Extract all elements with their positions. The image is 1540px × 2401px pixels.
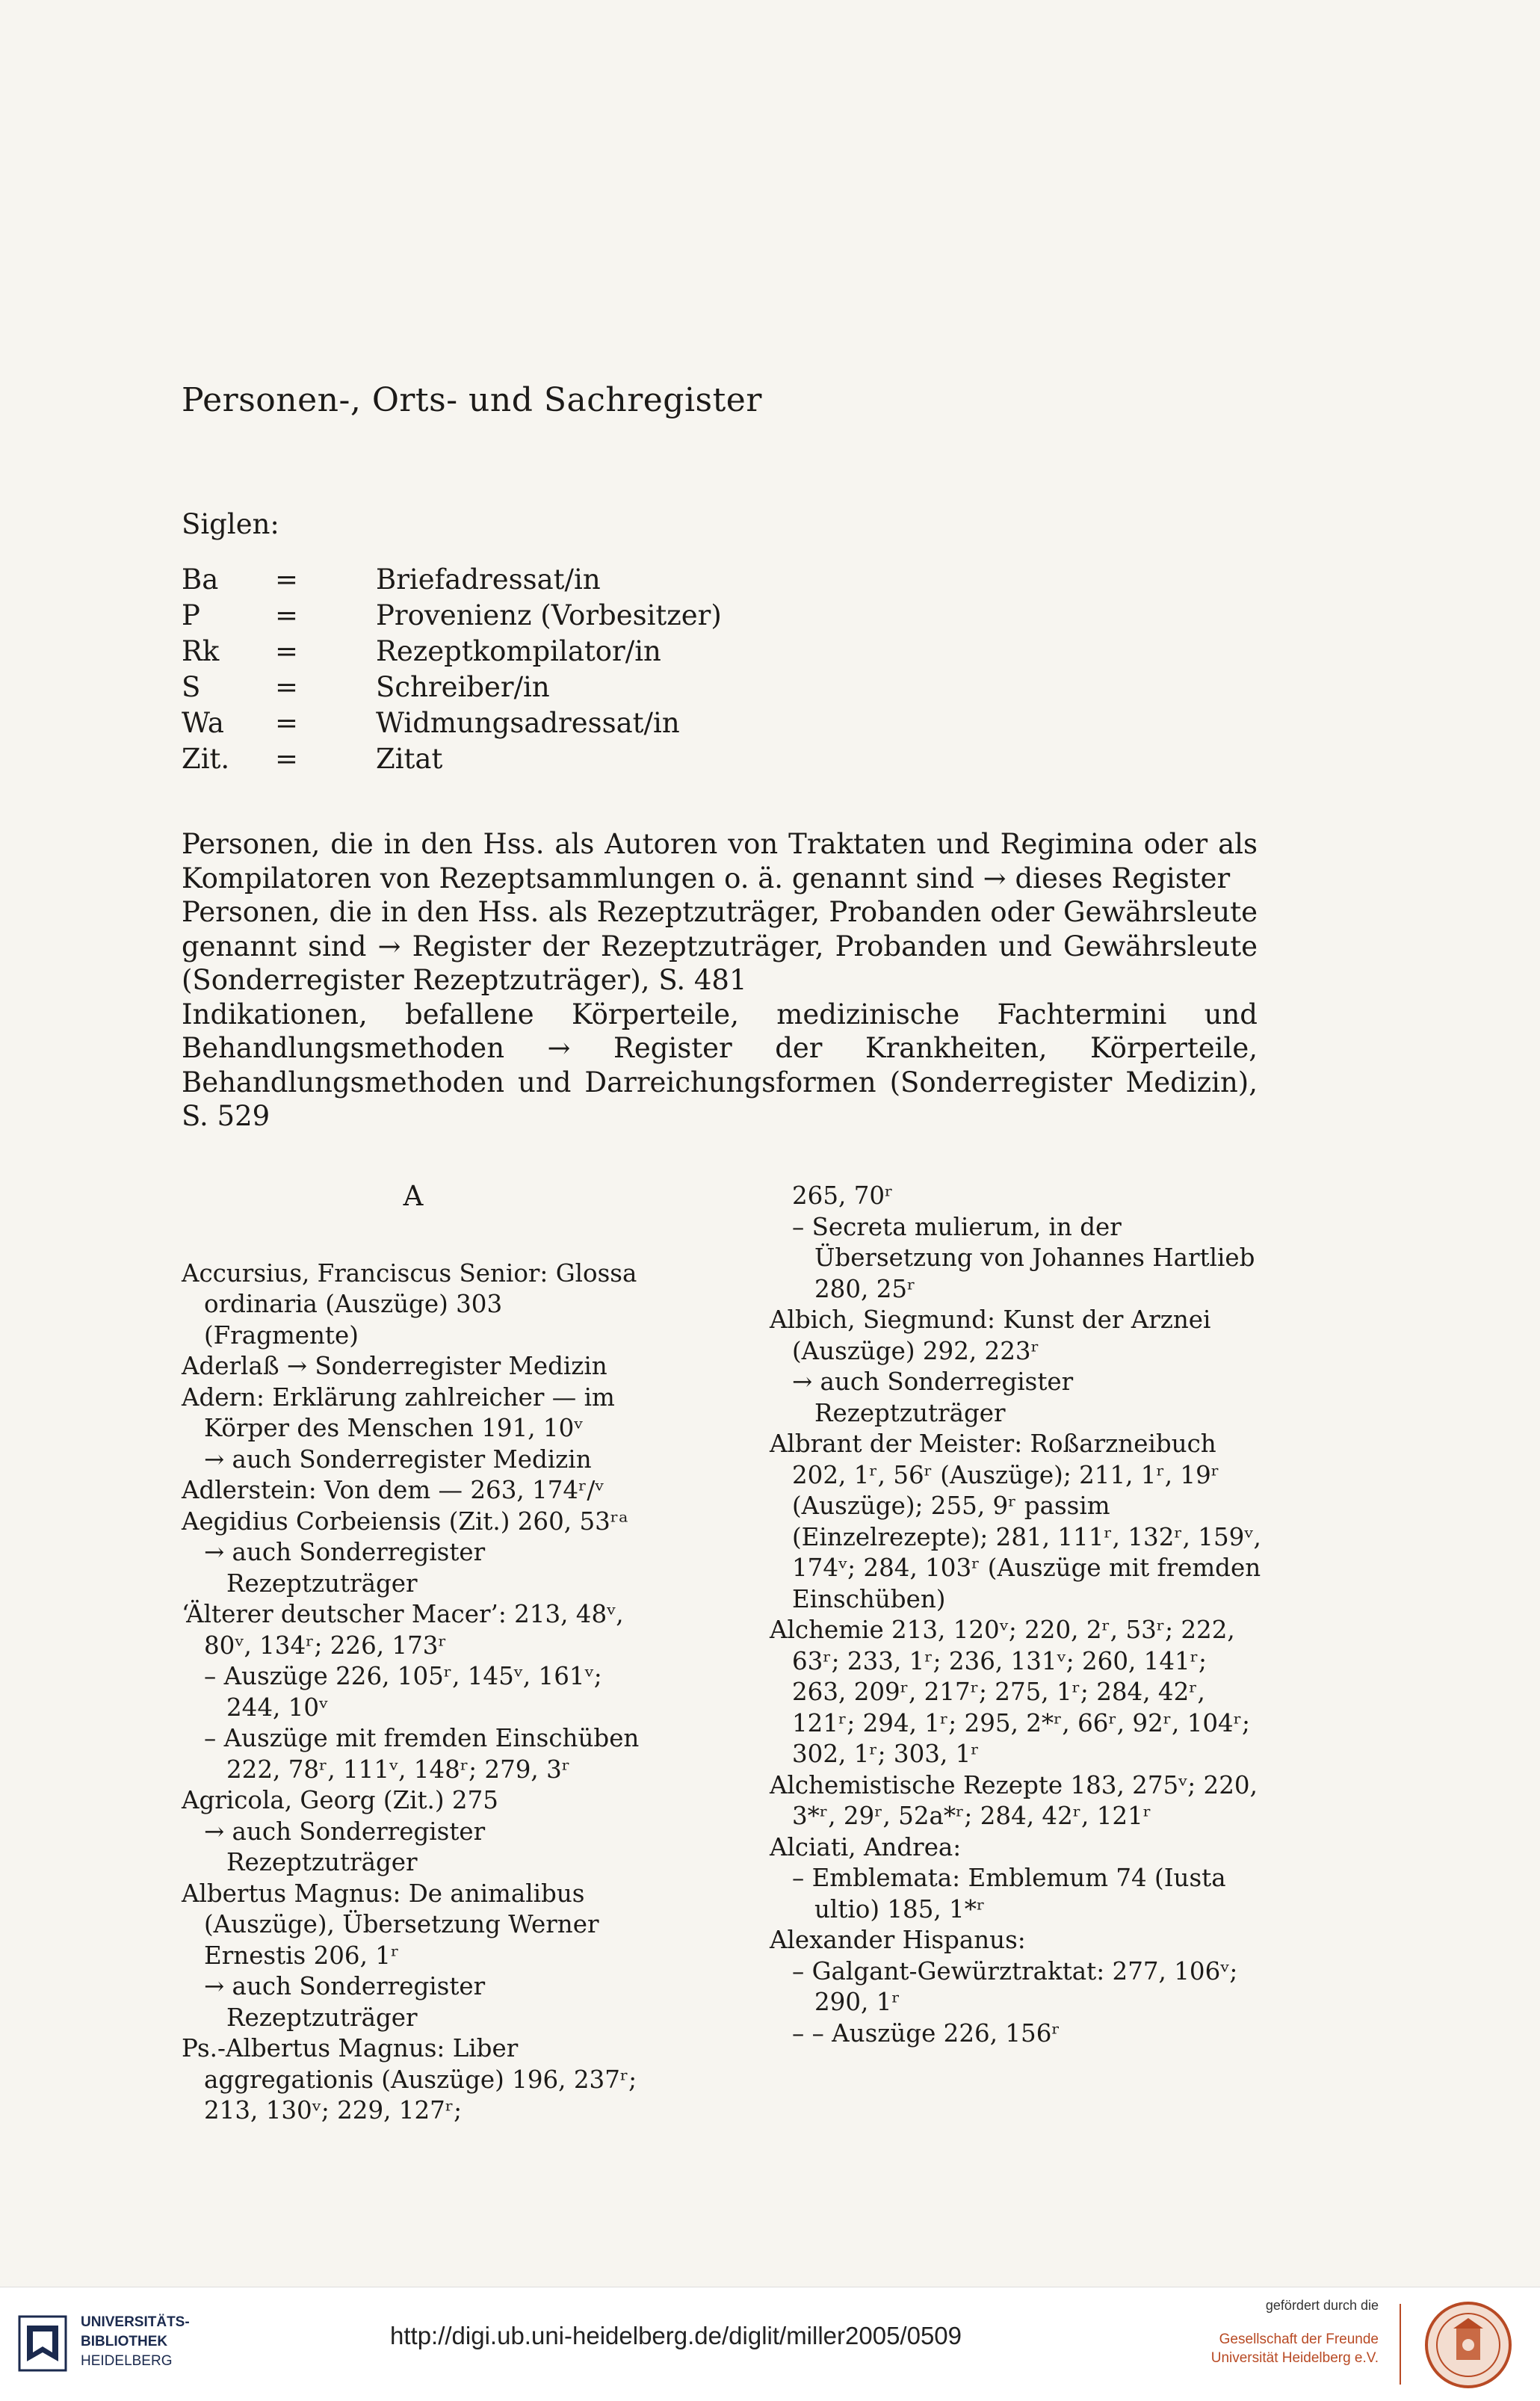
index-entry: Agricola, Georg (Zit.) 275 [182, 1786, 498, 1814]
index-entry: Albrant der Meister: Roßarzneibuch 202, 1ʳ, 56ʳ (Auszüge); 211, 1ʳ, 19ʳ (Auszüge); 255, 9ʳ passim (Einzelrezepte); 281, 111ʳ, 132ʳ, 159ᵛ, 174ᵛ; 284, 103ʳ (Auszüge mit fremden Einschüben) [770, 1430, 1261, 1613]
library-logo-icon [16, 2312, 69, 2375]
index-entry: Aegidius Corbeiensis (Zit.) 260, 53ʳᵃ [182, 1507, 628, 1536]
siglen-code: S [182, 671, 201, 703]
section-letter: A [403, 1180, 424, 1212]
page-heading: Personen-, Orts- und Sachregister [182, 381, 762, 419]
index-entry: Adlerstein: Von dem — 263, 174ʳ/ᵛ [182, 1476, 604, 1504]
siglen-meaning: Widmungsadressat/in [376, 707, 680, 739]
intro-paragraph: Indikationen, befallene Körperteile, medizinische Fachtermini und Behandlungsmethoden → Register der Krankheiten, Körperteile, Behandlungsmethoden und Darreichungsformen (Sonderregister Medizin), S. 529 [182, 998, 1258, 1132]
society-name-line: Universität Heidelberg e.V. [1210, 2350, 1379, 2366]
index-subentry: – Auszüge mit fremden Einschüben 222, 78ʳ, 111ᵛ, 148ʳ; 279, 3ʳ [204, 1724, 640, 1784]
siglen-table [182, 562, 722, 777]
index-subentry: → auch Sonderregister Medizin [204, 1444, 592, 1474]
index-column-left [182, 1181, 645, 2127]
index-subentry: → auch Sonderregister Rezeptzuträger [204, 1972, 486, 2032]
intro-paragraph: Personen, die in den Hss. als Rezeptzuträger, Probanden oder Gewährsleute genannt sind → Register der Rezeptzuträger, Probanden und Gewährsleute (Sonderregister Rezeptzuträger), S. 481 [182, 896, 1258, 996]
index-entry: ‘Älterer deutscher Macer’: 213, 48ᵛ, 80ᵛ, 134ʳ; 226, 173ʳ [182, 1600, 624, 1660]
siglen-row [182, 670, 722, 705]
siglen-code: Ba [182, 563, 219, 596]
index-entry: Alexander Hispanus: [770, 1926, 1026, 1954]
index-entry: Aderlaß → Sonderregister Medizin [182, 1352, 607, 1380]
funded-by-label: gefördert durch die [1265, 2298, 1379, 2313]
siglen-code: P [182, 599, 200, 631]
index-subentry: – Emblemata: Emblemum 74 (Iusta ultio) 185, 1*ʳ [792, 1864, 1226, 1923]
siglen-label: Siglen: [182, 508, 279, 540]
index-entry: Alchemie 213, 120ᵛ; 220, 2ʳ, 53ʳ; 222, 63ʳ; 233, 1ʳ; 236, 131ᵛ; 260, 141ʳ; 263, 209ʳ, 217ʳ; 275, 1ʳ; 284, 42ʳ, 121ʳ; 294, 1ʳ; 295, 2*ʳ, 66ʳ, 92ʳ, 104ʳ; 302, 1ʳ; 303, 1ʳ [770, 1616, 1250, 1768]
index-entry: Alchemistische Rezepte 183, 275ᵛ; 220, 3*ʳ, 29ʳ, 52a*ʳ; 284, 42ʳ, 121ʳ [770, 1770, 1258, 1830]
intro-paragraph: Personen, die in den Hss. als Autoren von Traktaten und Regimina oder als Kompilatoren von Rezeptsammlungen o. ä. genannt sind → dieses Register [182, 828, 1258, 894]
index-subentry: – – Auszüge 226, 156ʳ [792, 2018, 1060, 2048]
siglen-meaning: Provenienz (Vorbesitzer) [376, 599, 722, 631]
siglen-meaning: Briefadressat/in [376, 563, 601, 596]
index-subentry: → auch Sonderregister Rezeptzuträger [204, 1538, 486, 1598]
footer-divider [1400, 2304, 1401, 2385]
library-name-line: HEIDELBERG [81, 2353, 173, 2369]
siglen-meaning: Rezeptkompilator/in [376, 635, 661, 667]
index-subentry: – Auszüge 226, 105ʳ, 145ᵛ, 161ᵛ; 244, 10ᵛ [204, 1662, 602, 1722]
siglen-equals: = [275, 671, 299, 703]
siglen-code: Rk [182, 635, 220, 667]
index-subentry: – Secreta mulierum, in der Übersetzung von Johannes Hartlieb 280, 25ʳ [792, 1212, 1255, 1303]
digitization-footer [0, 2287, 1540, 2401]
index-subentry: → auch Sonderregister Rezeptzuträger [792, 1368, 1074, 1427]
siglen-row [182, 598, 722, 634]
siglen-code: Wa [182, 707, 224, 739]
index-entry: Ps.-Albertus Magnus: Liber aggregationis (Auszüge) 196, 237ʳ; 213, 130ᵛ; 229, 127ʳ; [182, 2034, 637, 2125]
permalink-url[interactable]: http://digi.ub.uni-heidelberg.de/diglit/miller2005/0509 [390, 2322, 962, 2349]
library-name-line: UNIVERSITÄTS- [81, 2314, 190, 2330]
index-entry: Alciati, Andrea: [770, 1832, 962, 1861]
index-entry: Accursius, Franciscus Senior: Glossa ordinaria (Auszüge) 303 (Fragmente) [182, 1258, 637, 1350]
siglen-meaning: Zitat [376, 743, 443, 775]
university-seal-icon [1416, 2299, 1521, 2391]
siglen-equals: = [275, 743, 299, 775]
siglen-row [182, 741, 722, 777]
siglen-row [182, 562, 722, 598]
library-name-line: BIBLIOTHEK [81, 2334, 168, 2349]
society-name-line: Gesellschaft der Freunde [1219, 2332, 1379, 2347]
library-name [81, 2313, 190, 2371]
index-subentry: – Galgant-Gewürztraktat: 277, 106ᵛ; 290, 1ʳ [792, 1956, 1238, 2016]
siglen-equals: = [275, 707, 299, 739]
siglen-row [182, 705, 722, 741]
index-subentry: → auch Sonderregister Rezeptzuträger [204, 1817, 486, 1876]
intro-notes [182, 827, 1258, 1134]
siglen-equals: = [275, 563, 299, 596]
index-continuation: 265, 70ʳ [792, 1181, 894, 1210]
index-entry: Albertus Magnus: De animalibus (Auszüge), Übersetzung Werner Ernestis 206, 1ʳ [182, 1879, 599, 1970]
funding-note [1166, 2298, 1379, 2367]
siglen-code: Zit. [182, 743, 230, 775]
index-entry: Albich, Siegmund: Kunst der Arznei (Auszüge) 292, 223ʳ [770, 1305, 1211, 1365]
siglen-meaning: Schreiber/in [376, 671, 550, 703]
index-entry: Adern: Erklärung zahlreicher — im Körper des Menschen 191, 10ᵛ [182, 1382, 615, 1442]
siglen-equals: = [275, 599, 299, 631]
siglen-row [182, 634, 722, 670]
siglen-equals: = [275, 635, 299, 667]
index-column-right [770, 1181, 1263, 2049]
